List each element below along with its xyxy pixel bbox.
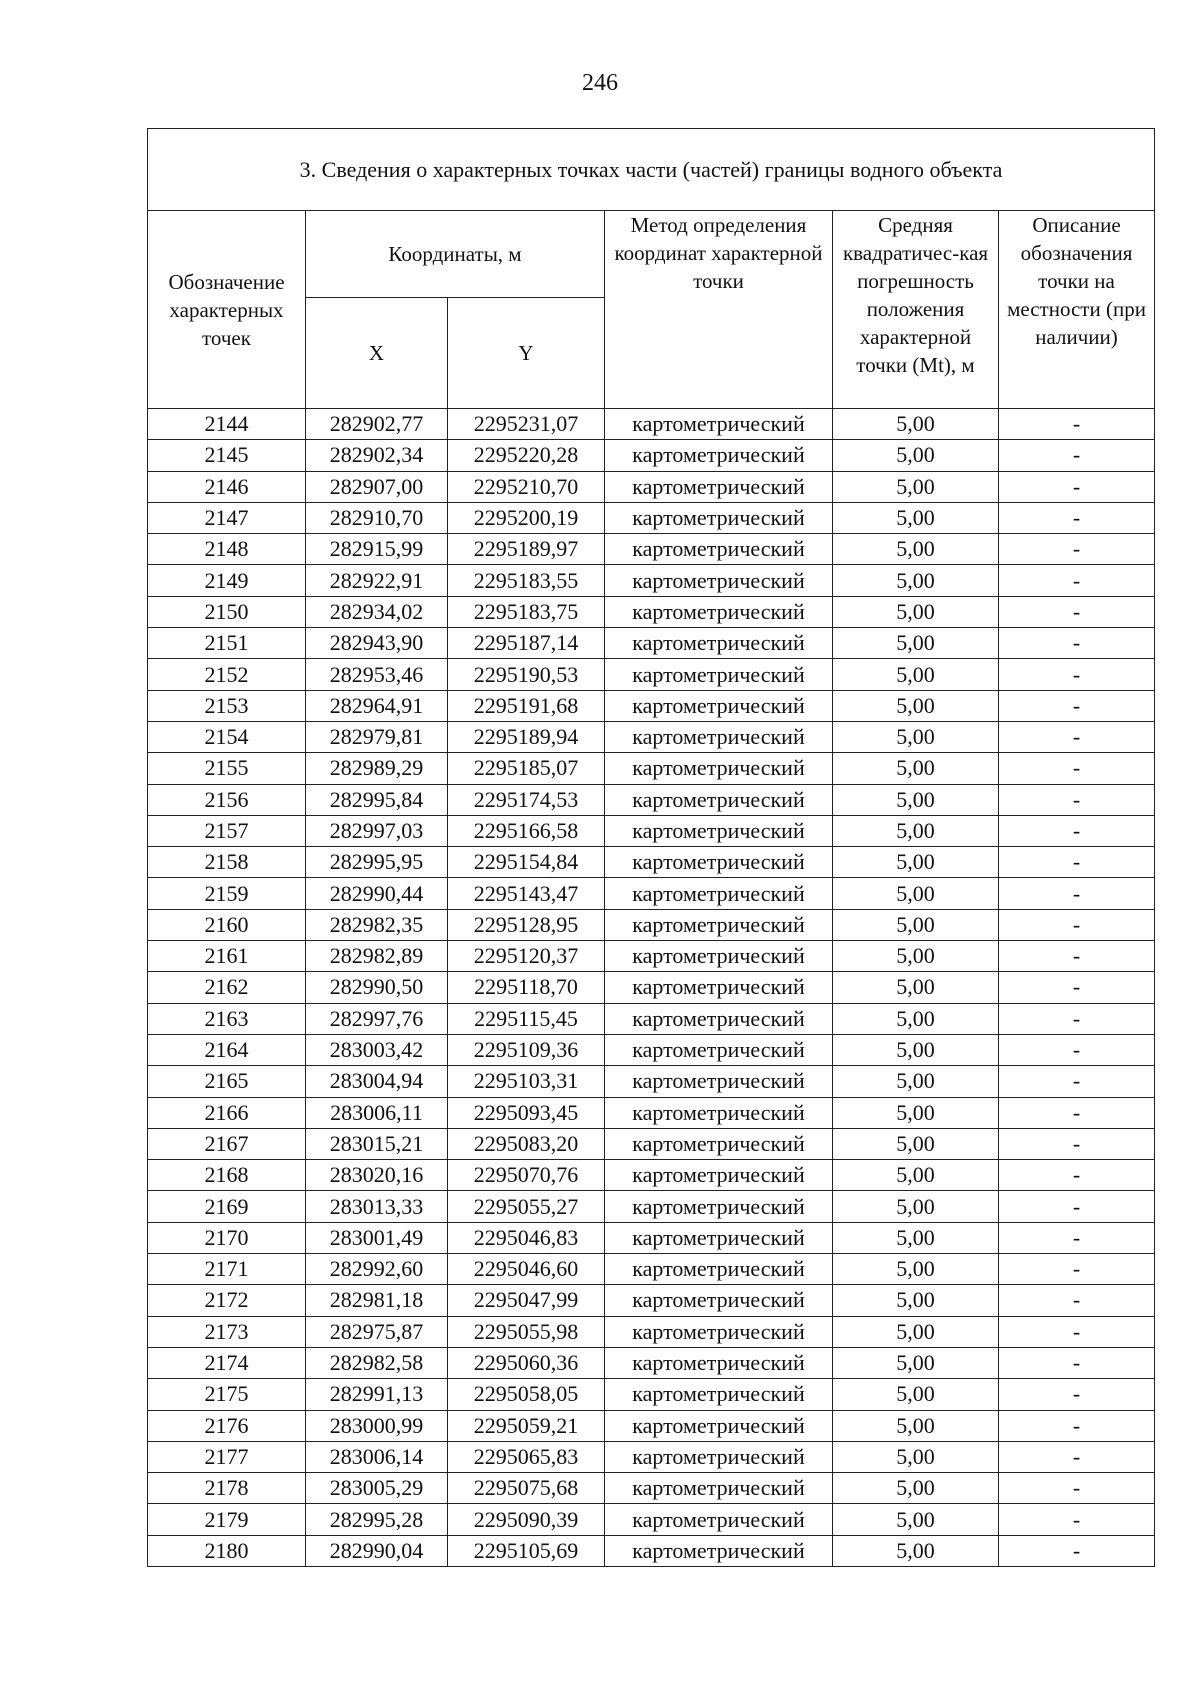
point-id-cell: 2145 — [148, 440, 306, 471]
method-cell: картометрический — [605, 596, 833, 627]
error-cell: 5,00 — [833, 753, 999, 784]
point-id-cell: 2153 — [148, 690, 306, 721]
description-cell: - — [999, 596, 1155, 627]
point-id-cell: 2170 — [148, 1222, 306, 1253]
y-coordinate-cell: 2295058,05 — [448, 1379, 605, 1410]
table-row — [148, 1441, 1155, 1472]
table-row — [148, 878, 1155, 909]
point-id-cell: 2160 — [148, 909, 306, 940]
error-cell: 5,00 — [833, 690, 999, 721]
x-coordinate-cell: 282943,90 — [306, 628, 448, 659]
y-coordinate-cell: 2295231,07 — [448, 409, 605, 440]
y-coordinate-cell: 2295183,75 — [448, 596, 605, 627]
error-cell: 5,00 — [833, 596, 999, 627]
y-coordinate-cell: 2295060,36 — [448, 1347, 605, 1378]
method-cell: картометрический — [605, 440, 833, 471]
error-cell: 5,00 — [833, 1003, 999, 1034]
table-row — [148, 628, 1155, 659]
point-id-cell: 2177 — [148, 1441, 306, 1472]
x-coordinate-cell: 282953,46 — [306, 659, 448, 690]
error-cell: 5,00 — [833, 878, 999, 909]
method-cell: картометрический — [605, 628, 833, 659]
description-cell: - — [999, 440, 1155, 471]
point-id-cell: 2169 — [148, 1191, 306, 1222]
error-cell: 5,00 — [833, 1285, 999, 1316]
header-coordinates: Координаты, м — [306, 211, 605, 298]
method-cell: картометрический — [605, 1003, 833, 1034]
y-coordinate-cell: 2295046,83 — [448, 1222, 605, 1253]
table-row — [148, 409, 1155, 440]
table-row — [148, 1347, 1155, 1378]
method-cell: картометрический — [605, 659, 833, 690]
description-cell: - — [999, 1097, 1155, 1128]
point-id-cell: 2163 — [148, 1003, 306, 1034]
point-id-cell: 2175 — [148, 1379, 306, 1410]
table-row — [148, 972, 1155, 1003]
header-designation: Обозначение характерных точек — [148, 211, 306, 409]
method-cell: картометрический — [605, 878, 833, 909]
method-cell: картометрический — [605, 784, 833, 815]
table-row — [148, 1473, 1155, 1504]
error-cell: 5,00 — [833, 847, 999, 878]
x-coordinate-cell: 282902,34 — [306, 440, 448, 471]
y-coordinate-cell: 2295115,45 — [448, 1003, 605, 1034]
x-coordinate-cell: 282907,00 — [306, 471, 448, 502]
method-cell: картометрический — [605, 1316, 833, 1347]
y-coordinate-cell: 2295189,94 — [448, 721, 605, 752]
y-coordinate-cell: 2295093,45 — [448, 1097, 605, 1128]
point-id-cell: 2150 — [148, 596, 306, 627]
x-coordinate-cell: 283013,33 — [306, 1191, 448, 1222]
point-id-cell: 2148 — [148, 534, 306, 565]
error-cell: 5,00 — [833, 1441, 999, 1472]
x-coordinate-cell: 282991,13 — [306, 1379, 448, 1410]
method-cell: картометрический — [605, 1285, 833, 1316]
description-cell: - — [999, 1441, 1155, 1472]
y-coordinate-cell: 2295059,21 — [448, 1410, 605, 1441]
method-cell: картометрический — [605, 502, 833, 533]
error-cell: 5,00 — [833, 1316, 999, 1347]
y-coordinate-cell: 2295154,84 — [448, 847, 605, 878]
description-cell: - — [999, 1316, 1155, 1347]
point-id-cell: 2147 — [148, 502, 306, 533]
table-row — [148, 1160, 1155, 1191]
method-cell: картометрический — [605, 534, 833, 565]
y-coordinate-cell: 2295075,68 — [448, 1473, 605, 1504]
table-row — [148, 1097, 1155, 1128]
error-cell: 5,00 — [833, 1097, 999, 1128]
error-cell: 5,00 — [833, 1034, 999, 1065]
table-row — [148, 721, 1155, 752]
error-cell: 5,00 — [833, 1473, 999, 1504]
table-row — [148, 847, 1155, 878]
x-coordinate-cell: 283001,49 — [306, 1222, 448, 1253]
x-coordinate-cell: 282990,50 — [306, 972, 448, 1003]
description-cell: - — [999, 1034, 1155, 1065]
table-row — [148, 596, 1155, 627]
description-cell: - — [999, 847, 1155, 878]
y-coordinate-cell: 2295070,76 — [448, 1160, 605, 1191]
x-coordinate-cell: 282990,04 — [306, 1535, 448, 1566]
description-cell: - — [999, 1066, 1155, 1097]
method-cell: картометрический — [605, 1441, 833, 1472]
error-cell: 5,00 — [833, 1191, 999, 1222]
table-row — [148, 1504, 1155, 1535]
method-cell: картометрический — [605, 815, 833, 846]
description-cell: - — [999, 941, 1155, 972]
header-method: Метод определения координат характерной точки — [605, 211, 833, 409]
point-id-cell: 2144 — [148, 409, 306, 440]
error-cell: 5,00 — [833, 502, 999, 533]
x-coordinate-cell: 283000,99 — [306, 1410, 448, 1441]
x-coordinate-cell: 282922,91 — [306, 565, 448, 596]
x-coordinate-cell: 282934,02 — [306, 596, 448, 627]
error-cell: 5,00 — [833, 471, 999, 502]
y-coordinate-cell: 2295118,70 — [448, 972, 605, 1003]
x-coordinate-cell: 282997,76 — [306, 1003, 448, 1034]
method-cell: картометрический — [605, 909, 833, 940]
error-cell: 5,00 — [833, 1504, 999, 1535]
method-cell: картометрический — [605, 1254, 833, 1285]
description-cell: - — [999, 878, 1155, 909]
point-id-cell: 2157 — [148, 815, 306, 846]
description-cell: - — [999, 1504, 1155, 1535]
method-cell: картометрический — [605, 1504, 833, 1535]
y-coordinate-cell: 2295046,60 — [448, 1254, 605, 1285]
description-cell: - — [999, 815, 1155, 846]
point-id-cell: 2149 — [148, 565, 306, 596]
description-cell: - — [999, 1285, 1155, 1316]
x-coordinate-cell: 282992,60 — [306, 1254, 448, 1285]
error-cell: 5,00 — [833, 784, 999, 815]
y-coordinate-cell: 2295143,47 — [448, 878, 605, 909]
y-coordinate-cell: 2295103,31 — [448, 1066, 605, 1097]
x-coordinate-cell: 283003,42 — [306, 1034, 448, 1065]
x-coordinate-cell: 282964,91 — [306, 690, 448, 721]
error-cell: 5,00 — [833, 972, 999, 1003]
y-coordinate-cell: 2295128,95 — [448, 909, 605, 940]
description-cell: - — [999, 1535, 1155, 1566]
x-coordinate-cell: 283006,11 — [306, 1097, 448, 1128]
description-cell: - — [999, 909, 1155, 940]
description-cell: - — [999, 565, 1155, 596]
table-row — [148, 1128, 1155, 1159]
table-row — [148, 1191, 1155, 1222]
table-row — [148, 753, 1155, 784]
point-id-cell: 2171 — [148, 1254, 306, 1285]
y-coordinate-cell: 2295183,55 — [448, 565, 605, 596]
point-id-cell: 2154 — [148, 721, 306, 752]
description-cell: - — [999, 1347, 1155, 1378]
description-cell: - — [999, 784, 1155, 815]
error-cell: 5,00 — [833, 815, 999, 846]
point-id-cell: 2164 — [148, 1034, 306, 1065]
table-row — [148, 815, 1155, 846]
table-row — [148, 1066, 1155, 1097]
error-cell: 5,00 — [833, 440, 999, 471]
method-cell: картометрический — [605, 753, 833, 784]
y-coordinate-cell: 2295055,27 — [448, 1191, 605, 1222]
header-x: X — [306, 298, 448, 409]
table-row — [148, 1379, 1155, 1410]
x-coordinate-cell: 282902,77 — [306, 409, 448, 440]
error-cell: 5,00 — [833, 534, 999, 565]
method-cell: картометрический — [605, 972, 833, 1003]
description-cell: - — [999, 1410, 1155, 1441]
method-cell: картометрический — [605, 1160, 833, 1191]
error-cell: 5,00 — [833, 1410, 999, 1441]
x-coordinate-cell: 282990,44 — [306, 878, 448, 909]
point-id-cell: 2152 — [148, 659, 306, 690]
y-coordinate-cell: 2295210,70 — [448, 471, 605, 502]
y-coordinate-cell: 2295065,83 — [448, 1441, 605, 1472]
description-cell: - — [999, 972, 1155, 1003]
x-coordinate-cell: 283015,21 — [306, 1128, 448, 1159]
y-coordinate-cell: 2295200,19 — [448, 502, 605, 533]
table-row — [148, 534, 1155, 565]
table-row — [148, 784, 1155, 815]
header-error: Средняя квадратичес-кая погрешность положения характерной точки (Mt), м — [833, 211, 999, 409]
error-cell: 5,00 — [833, 721, 999, 752]
table-row — [148, 502, 1155, 533]
y-coordinate-cell: 2295174,53 — [448, 784, 605, 815]
method-cell: картометрический — [605, 1034, 833, 1065]
method-cell: картометрический — [605, 721, 833, 752]
y-coordinate-cell: 2295105,69 — [448, 1535, 605, 1566]
table-row — [148, 659, 1155, 690]
x-coordinate-cell: 282981,18 — [306, 1285, 448, 1316]
table-row — [148, 1410, 1155, 1441]
table-row — [148, 909, 1155, 940]
y-coordinate-cell: 2295190,53 — [448, 659, 605, 690]
error-cell: 5,00 — [833, 1379, 999, 1410]
point-id-cell: 2146 — [148, 471, 306, 502]
method-cell: картометрический — [605, 1379, 833, 1410]
description-cell: - — [999, 502, 1155, 533]
point-id-cell: 2179 — [148, 1504, 306, 1535]
x-coordinate-cell: 282995,28 — [306, 1504, 448, 1535]
header-y: Y — [448, 298, 605, 409]
point-id-cell: 2158 — [148, 847, 306, 878]
method-cell: картометрический — [605, 1347, 833, 1378]
point-id-cell: 2173 — [148, 1316, 306, 1347]
description-cell: - — [999, 690, 1155, 721]
point-id-cell: 2172 — [148, 1285, 306, 1316]
x-coordinate-cell: 282915,99 — [306, 534, 448, 565]
y-coordinate-cell: 2295090,39 — [448, 1504, 605, 1535]
error-cell: 5,00 — [833, 1254, 999, 1285]
x-coordinate-cell: 282982,35 — [306, 909, 448, 940]
point-id-cell: 2156 — [148, 784, 306, 815]
table-title: 3. Сведения о характерных точках части (частей) границы водного объекта — [148, 129, 1155, 211]
point-id-cell: 2162 — [148, 972, 306, 1003]
point-id-cell: 2159 — [148, 878, 306, 909]
point-id-cell: 2167 — [148, 1128, 306, 1159]
x-coordinate-cell: 283020,16 — [306, 1160, 448, 1191]
x-coordinate-cell: 283005,29 — [306, 1473, 448, 1504]
description-cell: - — [999, 534, 1155, 565]
y-coordinate-cell: 2295083,20 — [448, 1128, 605, 1159]
error-cell: 5,00 — [833, 1535, 999, 1566]
method-cell: картометрический — [605, 471, 833, 502]
table-row — [148, 1535, 1155, 1566]
error-cell: 5,00 — [833, 409, 999, 440]
page-number: 246 — [582, 70, 618, 96]
method-cell: картометрический — [605, 1097, 833, 1128]
description-cell: - — [999, 659, 1155, 690]
error-cell: 5,00 — [833, 565, 999, 596]
table-body — [148, 409, 1155, 1567]
x-coordinate-cell: 282975,87 — [306, 1316, 448, 1347]
error-cell: 5,00 — [833, 628, 999, 659]
method-cell: картометрический — [605, 690, 833, 721]
error-cell: 5,00 — [833, 941, 999, 972]
x-coordinate-cell: 282997,03 — [306, 815, 448, 846]
method-cell: картометрический — [605, 1222, 833, 1253]
point-id-cell: 2168 — [148, 1160, 306, 1191]
error-cell: 5,00 — [833, 1222, 999, 1253]
table-row — [148, 471, 1155, 502]
point-id-cell: 2165 — [148, 1066, 306, 1097]
method-cell: картометрический — [605, 1066, 833, 1097]
x-coordinate-cell: 282989,29 — [306, 753, 448, 784]
table-row — [148, 440, 1155, 471]
description-cell: - — [999, 721, 1155, 752]
method-cell: картометрический — [605, 409, 833, 440]
point-id-cell: 2155 — [148, 753, 306, 784]
point-id-cell: 2176 — [148, 1410, 306, 1441]
table-row — [148, 1034, 1155, 1065]
description-cell: - — [999, 1128, 1155, 1159]
point-id-cell: 2161 — [148, 941, 306, 972]
y-coordinate-cell: 2295109,36 — [448, 1034, 605, 1065]
point-id-cell: 2178 — [148, 1473, 306, 1504]
y-coordinate-cell: 2295055,98 — [448, 1316, 605, 1347]
error-cell: 5,00 — [833, 1347, 999, 1378]
y-coordinate-cell: 2295166,58 — [448, 815, 605, 846]
description-cell: - — [999, 409, 1155, 440]
description-cell: - — [999, 471, 1155, 502]
y-coordinate-cell: 2295187,14 — [448, 628, 605, 659]
x-coordinate-cell: 282982,58 — [306, 1347, 448, 1378]
x-coordinate-cell: 282979,81 — [306, 721, 448, 752]
error-cell: 5,00 — [833, 1128, 999, 1159]
error-cell: 5,00 — [833, 1160, 999, 1191]
description-cell: - — [999, 1379, 1155, 1410]
error-cell: 5,00 — [833, 1066, 999, 1097]
point-id-cell: 2151 — [148, 628, 306, 659]
y-coordinate-cell: 2295185,07 — [448, 753, 605, 784]
description-cell: - — [999, 628, 1155, 659]
table-row — [148, 690, 1155, 721]
description-cell: - — [999, 1191, 1155, 1222]
method-cell: картометрический — [605, 1191, 833, 1222]
y-coordinate-cell: 2295120,37 — [448, 941, 605, 972]
table-row — [148, 1316, 1155, 1347]
table-row — [148, 1222, 1155, 1253]
point-id-cell: 2166 — [148, 1097, 306, 1128]
table-row — [148, 565, 1155, 596]
description-cell: - — [999, 753, 1155, 784]
x-coordinate-cell: 282910,70 — [306, 502, 448, 533]
error-cell: 5,00 — [833, 909, 999, 940]
table-row — [148, 1003, 1155, 1034]
description-cell: - — [999, 1222, 1155, 1253]
y-coordinate-cell: 2295220,28 — [448, 440, 605, 471]
point-id-cell: 2174 — [148, 1347, 306, 1378]
x-coordinate-cell: 283006,14 — [306, 1441, 448, 1472]
description-cell: - — [999, 1160, 1155, 1191]
method-cell: картометрический — [605, 941, 833, 972]
description-cell: - — [999, 1473, 1155, 1504]
error-cell: 5,00 — [833, 659, 999, 690]
description-cell: - — [999, 1003, 1155, 1034]
y-coordinate-cell: 2295047,99 — [448, 1285, 605, 1316]
x-coordinate-cell: 282995,95 — [306, 847, 448, 878]
header-description: Описание обозначения точки на местности (при наличии) — [999, 211, 1155, 409]
table-row — [148, 1254, 1155, 1285]
method-cell: картометрический — [605, 1535, 833, 1566]
y-coordinate-cell: 2295191,68 — [448, 690, 605, 721]
method-cell: картометрический — [605, 1410, 833, 1441]
method-cell: картометрический — [605, 565, 833, 596]
description-cell: - — [999, 1254, 1155, 1285]
table-row — [148, 941, 1155, 972]
method-cell: картометрический — [605, 847, 833, 878]
point-id-cell: 2180 — [148, 1535, 306, 1566]
y-coordinate-cell: 2295189,97 — [448, 534, 605, 565]
boundary-points-table — [147, 128, 1155, 1567]
x-coordinate-cell: 282982,89 — [306, 941, 448, 972]
table-row — [148, 1285, 1155, 1316]
x-coordinate-cell: 283004,94 — [306, 1066, 448, 1097]
method-cell: картометрический — [605, 1128, 833, 1159]
method-cell: картометрический — [605, 1473, 833, 1504]
x-coordinate-cell: 282995,84 — [306, 784, 448, 815]
